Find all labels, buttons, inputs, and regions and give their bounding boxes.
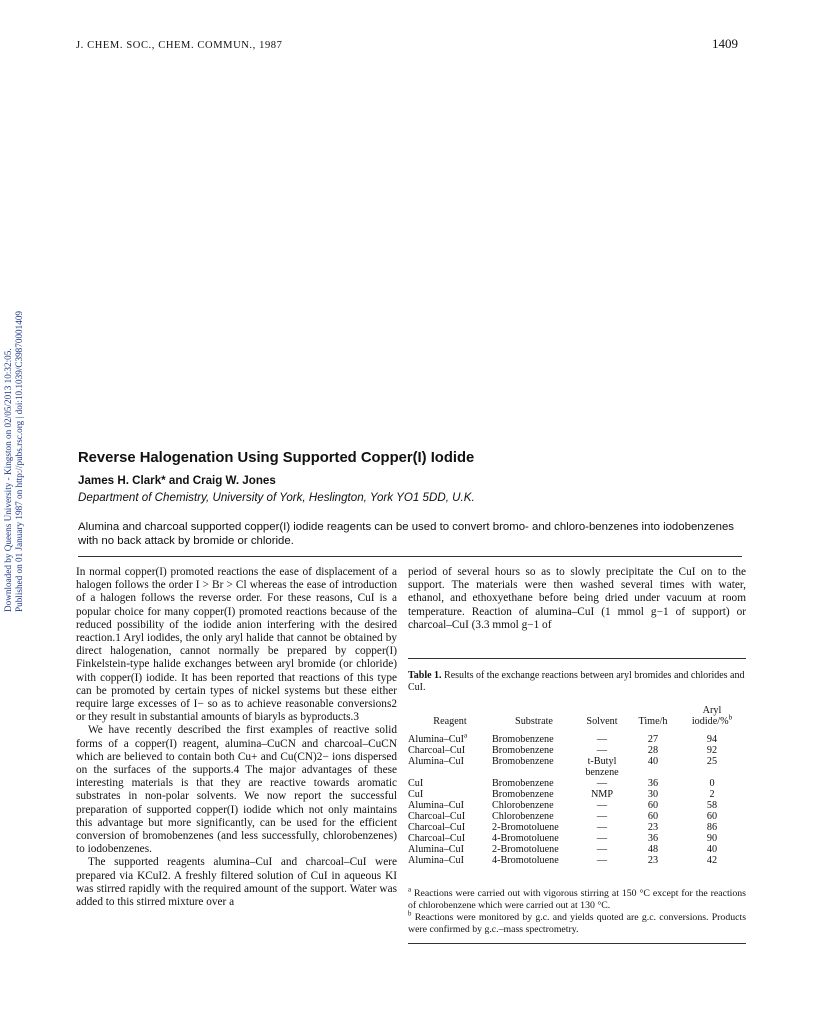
cell-yield: 0 [709,778,715,789]
page-number: 1409 [712,36,738,51]
article-authors: James H. Clark* and Craig W. Jones [78,474,276,487]
right-column [408,566,746,632]
cell-substrate: Bromobenzene [492,756,554,767]
table-row [408,745,746,756]
table-caption [408,670,746,694]
cell-substrate: Bromobenzene [492,789,554,800]
cell-reagent: Alumina–CuI [408,800,465,811]
cell-solvent: — [596,745,608,756]
article-abstract: Alumina and charcoal supported copper(I) iodide reagents can be used to convert bromo- and chloro-benzenes into iodobenzenes with no back attack by bromide or chloride. [78,521,735,547]
cell-substrate: Bromobenzene [492,745,554,756]
table-row [408,855,746,866]
cell-solvent-line1: t-Butyl [587,756,617,767]
cell-time: 36 [647,833,659,844]
header-solvent: Solvent [586,716,618,727]
paragraph-preparation: The supported reagents alumina–CuI and charcoal–CuI were prepared via KCuI2. A freshly filtered solution of CuI in aqueous KI was stirred rapidly with the required amount of the support. Water was added to this stirred mixture over a [76,856,397,909]
table-row [408,778,746,789]
cell-solvent [576,756,628,778]
table-footnotes [408,888,746,936]
table-row [408,844,746,855]
cell-solvent: — [596,844,608,855]
cell-reagent: Alumina–CuI [408,756,465,767]
article-affiliation: Department of Chemistry, University of York, Heslington, York YO1 5DD, U.K. [78,491,475,504]
header-substrate: Substrate [515,716,553,727]
table-row [408,756,746,778]
download-stamp [3,252,25,612]
footnote-a [408,888,746,912]
table-caption-label: Table 1. [408,670,442,681]
cell-yield: 2 [709,789,715,800]
cell-solvent: — [596,800,608,811]
cell-solvent: — [596,778,608,789]
cell-reagent: Charcoal–CuI [408,811,466,822]
header-yield-mark: b [728,713,733,722]
cell-solvent: — [596,855,608,866]
footnote-b-text: Reactions were monitored by g.c. and yields quoted are g.c. conversions. Products were confirmed by g.c.–mass spectrometry. [408,912,747,935]
cell-solvent: — [596,811,608,822]
cell-yield: 42 [706,855,718,866]
cell-solvent: — [596,822,608,833]
cell-time: 23 [647,822,659,833]
cell-yield: 92 [706,745,718,756]
header-reagent: Reagent [433,716,467,727]
table-row [408,811,746,822]
results-table [408,705,746,866]
cell-yield: 40 [706,844,718,855]
cell-time: 27 [647,734,659,745]
cell-time: 60 [647,800,659,811]
download-stamp-line2: Published on 01 January 1987 on http://pubs.rsc.org | doi:10.1039/C39870001409 [14,310,24,612]
cell-reagent: Alumina–CuI [408,844,465,855]
paragraph-intro: In normal copper(I) promoted reactions the ease of displacement of a halogen follows the order I > Br > Cl whereas the ease of introduction of a halogen follows the reverse order. For these reasons, CuI is a popular choice for many copper(I) promoted reactions because of the reduced possibility of the iodide anion interfering with the desired reaction.1 Aryl iodides, the only aryl halide that cannot be obtained by direct halogenation, cannot normally be prepared by copper(I) Finkelstein-type halide exchanges between aryl bromide (or chloride) with copper(I) iodide. It has been reported that reactions of this type can be promoted by certain types of nickel systems but these either require large excesses of I− so as to achieve reasonable conversions2 or they result in substantial amounts of biaryls as byproducts.3 [76,566,397,724]
footnote-b-mark: b [408,910,412,918]
cell-substrate: 2-Bromotoluene [492,822,559,833]
article-title: Reverse Halogenation Using Supported Copper(I) Iodide [78,450,475,466]
cell-yield: 25 [706,756,718,767]
cell-time: 28 [647,745,659,756]
left-column [76,566,397,909]
header-yield [678,713,746,731]
cell-reagent: Charcoal–CuI [408,822,466,833]
paragraph-continued: period of several hours so as to slowly precipitate the CuI on to the support. The materials were then washed several times with water, ethanol, and ethoxyethane before being dried under vacuum at room temperature. Reaction of alumina–CuI (1 mmol g−1 of support) or charcoal–CuI (3.3 mmol g−1 of [408,566,746,631]
download-stamp-line1: Downloaded by Queens University - Kingston on 02/05/2013 10:32:05. [3,348,13,612]
paragraph-previous-work: We have recently described the first examples of reactive solid forms of a copper(I) reagent, alumina–CuCN and charcoal–CuCN which are believed to contain both Cu+ and Cu(CN)2− ions dispersed on the surfaces of the supports.4 The major advantages of these interesting materials is that they are reactive towards aromatic substrates in non-polar solvents. We now report the successful preparation of supported copper(I) iodide which not only maintains this advantage but more significantly, can be used for the efficient conversion of bromobenzenes (and less successfully, chlorobenzenes) to iodobenzenes. [76,724,397,856]
header-yield-line1: Aryl [702,705,722,716]
cell-substrate: Bromobenzene [492,778,554,789]
footnote-b [408,912,746,936]
cell-time: 48 [647,844,659,855]
cell-reagent: Alumina–CuI [408,734,465,745]
running-head: J. CHEM. SOC., CHEM. COMMUN., 1987 [76,40,283,51]
table-row [408,800,746,811]
cell-substrate: 4-Bromotoluene [492,833,559,844]
table-row [408,731,746,745]
table-row [408,822,746,833]
cell-reagent: CuI [408,778,424,789]
table-bottom-rule [408,943,746,944]
cell-yield: 60 [706,811,718,822]
table-caption-text: Results of the exchange reactions between aryl bromides and chlorides and CuI. [408,670,745,693]
header-yield-line2: iodide/% [691,716,729,727]
abstract-divider [78,556,742,557]
cell-yield: 94 [706,734,718,745]
cell-time: 23 [647,855,659,866]
table-top-rule [408,658,746,659]
cell-solvent-line2: benzene [585,767,619,778]
cell-substrate: 2-Bromotoluene [492,844,559,855]
cell-time: 60 [647,811,659,822]
cell-solvent: NMP [590,789,614,800]
header-time: Time/h [638,716,668,727]
cell-substrate: Chlorobenzene [492,800,554,811]
cell-solvent: — [596,734,608,745]
cell-reagent: CuI [408,789,424,800]
cell-reagent: Alumina–CuI [408,855,465,866]
cell-yield: 58 [706,800,718,811]
cell-time: 30 [647,789,659,800]
cell-reagent: Charcoal–CuI [408,745,466,756]
cell-substrate: 4-Bromotoluene [492,855,559,866]
table-row [408,833,746,844]
cell-substrate: Chlorobenzene [492,811,554,822]
cell-yield: 90 [706,833,718,844]
cell-solvent: — [596,833,608,844]
table-row [408,789,746,800]
cell-yield: 86 [706,822,718,833]
cell-substrate: Bromobenzene [492,734,554,745]
cell-reagent: Charcoal–CuI [408,833,466,844]
footnote-a-text: Reactions were carried out with vigorous stirring at 150 °C except for the reactions of chlorobenzene which were carried out at 130 °C. [408,888,746,911]
footnote-a-mark: a [408,886,412,894]
cell-time: 40 [647,756,659,767]
cell-time: 36 [647,778,659,789]
cell-reagent-mark: a [464,731,468,740]
